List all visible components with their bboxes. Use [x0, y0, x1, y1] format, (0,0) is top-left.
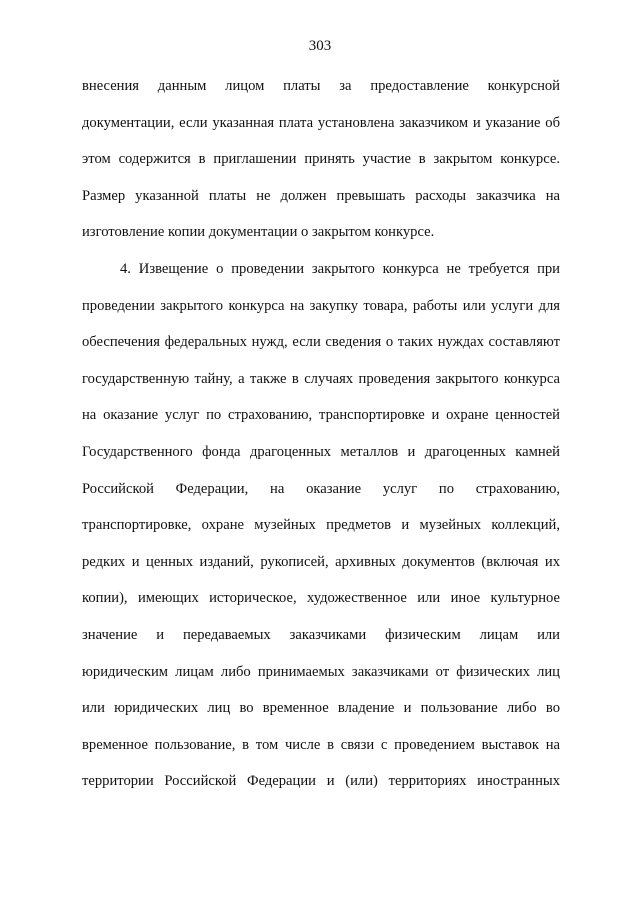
text-line: значение и передаваемых заказчиками физическим лицам или: [82, 626, 560, 643]
text-line: копии), имеющих историческое, художественное или иное культурное: [82, 590, 560, 607]
text-line: Размер указанной платы не должен превышать расходы заказчика на: [82, 187, 560, 204]
text-line: внесения данным лицом платы за предоставление конкурсной: [82, 78, 560, 94]
text-line: Российской Федерации, на оказание услуг по страхованию,: [82, 480, 560, 497]
text-line: изготовление копии документации о закрытом конкурсе.: [82, 224, 435, 241]
text-line: редких и ценных изданий, рукописей, архивных документов (включая их: [82, 553, 560, 570]
text-line: или юридических лиц во временное владение и пользование либо во: [82, 700, 560, 717]
body-text: [82, 68, 560, 800]
text-line: проведении закрытого конкурса на закупку товара, работы или услуги для: [82, 297, 560, 314]
text-line: временное пользование, в том числе в связи с проведением выставок на: [82, 736, 560, 753]
paragraph-start-line: 4. Извещение о проведении закрытого конкурса не требуется при: [120, 260, 560, 277]
text-line: транспортировке, охране музейных предметов и музейных коллекций,: [82, 517, 560, 534]
text-line: государственную тайну, а также в случаях проведения закрытого конкурса: [82, 370, 560, 387]
text-line: территории Российской Федерации и (или) территориях иностранных: [82, 773, 560, 790]
text-line: документации, если указанная плата установлена заказчиком и указание об: [82, 114, 560, 131]
text-line: обеспечения федеральных нужд, если сведения о таких нуждах составляют: [82, 334, 560, 351]
text-line: на оказание услуг по страхованию, транспортировке и охране ценностей: [82, 407, 560, 424]
page-number: 303: [308, 38, 332, 54]
text-line: этом содержится в приглашении принять участие в закрытом конкурсе.: [82, 151, 560, 168]
text-line: Государственного фонда драгоценных металлов и драгоценных камней: [82, 443, 560, 460]
text-line: юридическим лицам либо принимаемых заказчиками от физических лиц: [82, 663, 560, 680]
